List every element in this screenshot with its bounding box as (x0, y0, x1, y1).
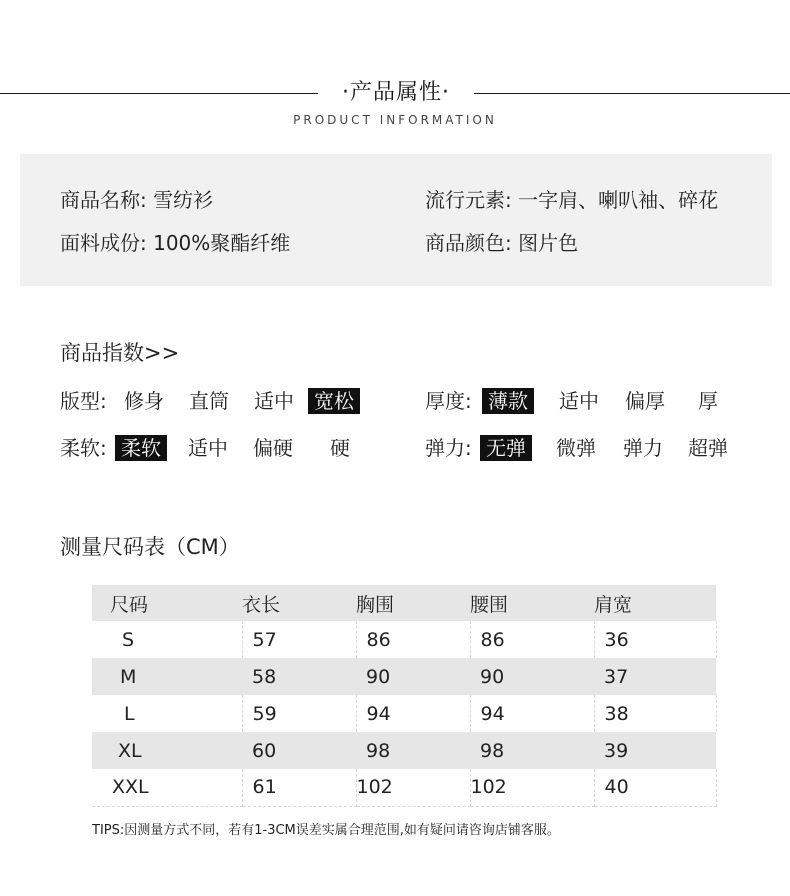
cell-length: 61 (242, 769, 356, 806)
index-row-thickness (425, 386, 765, 416)
cell-shoulder: 39 (604, 739, 629, 762)
cell-chest: 102 (356, 769, 470, 806)
measurement-tips: TIPS:因测量方式不同，若有1-3CM误差实属合理范围,如有疑问请咨询店铺客服。 (92, 823, 560, 838)
cell-shoulder: 36 (594, 621, 716, 658)
table-row (92, 621, 716, 658)
table-row (92, 695, 716, 732)
cell-length: 58 (252, 665, 277, 688)
page-subtitle: PRODUCT INFORMATION (293, 113, 497, 127)
thickness-option: 适中 (559, 389, 599, 413)
table-row (92, 732, 716, 769)
elasticity-option: 微弹 (556, 436, 596, 460)
softness-option-selected: 柔软 (115, 435, 167, 461)
size-table-title: 测量尺码表（CM） (60, 535, 240, 559)
elasticity-option-selected: 无弹 (480, 435, 532, 461)
cell-chest: 98 (366, 739, 391, 762)
table-row (92, 769, 716, 806)
cell-waist: 86 (470, 621, 594, 658)
attr-fabric: 面料成份: 100%聚酯纤维 (60, 231, 291, 255)
cell-waist: 98 (480, 739, 505, 762)
cell-size: XL (118, 739, 142, 762)
cell-waist: 90 (480, 665, 505, 688)
index-row-elasticity (425, 433, 765, 463)
table-header-row (92, 585, 716, 621)
cell-shoulder: 40 (594, 769, 716, 806)
indices-title: 商品指数>> (60, 341, 180, 365)
cell-length: 59 (242, 695, 356, 732)
index-row-softness (60, 433, 380, 463)
fit-option: 直筒 (189, 389, 229, 413)
cell-size: M (120, 665, 137, 688)
cell-chest: 94 (356, 695, 470, 732)
cell-length: 60 (252, 739, 277, 762)
fit-option-selected: 宽松 (308, 388, 360, 414)
fit-label: 版型: (60, 389, 107, 413)
header-size: 尺码 (110, 593, 149, 616)
cell-chest: 86 (356, 621, 470, 658)
header-waist: 腰围 (470, 593, 509, 616)
attr-product-name: 商品名称: 雪纺衫 (60, 188, 214, 212)
cell-chest: 90 (366, 665, 391, 688)
cell-size: L (92, 695, 242, 732)
header-chest: 胸围 (356, 593, 395, 616)
cell-shoulder: 38 (594, 695, 716, 732)
thickness-label: 厚度: (425, 389, 472, 413)
cell-shoulder: 37 (604, 665, 629, 688)
page-title: ·产品属性· (342, 80, 450, 105)
elasticity-option: 弹力 (623, 436, 663, 460)
cell-size: XXL (92, 769, 242, 806)
header-rule-right (474, 93, 790, 94)
elasticity-label: 弹力: (425, 436, 472, 460)
softness-label: 柔软: (60, 436, 107, 460)
thickness-option: 偏厚 (625, 389, 665, 413)
softness-option: 偏硬 (253, 436, 293, 460)
product-attributes-panel (20, 154, 772, 286)
index-row-fit (60, 386, 380, 416)
thickness-option: 厚 (698, 389, 718, 413)
elasticity-option: 超弹 (688, 436, 728, 460)
attr-style-elements: 流行元素: 一字肩、喇叭袖、碎花 (425, 188, 719, 212)
thickness-option-selected: 薄款 (482, 388, 534, 414)
cell-waist: 94 (470, 695, 594, 732)
cell-length: 57 (242, 621, 356, 658)
fit-option: 适中 (254, 389, 294, 413)
cell-waist: 102 (470, 769, 594, 806)
header-rule-left (0, 93, 318, 94)
header-shoulder: 肩宽 (594, 593, 633, 616)
softness-option: 硬 (330, 436, 350, 460)
fit-option: 修身 (124, 389, 164, 413)
header-length: 衣长 (242, 593, 281, 616)
size-table (92, 585, 717, 807)
softness-option: 适中 (188, 436, 228, 460)
table-row (92, 658, 716, 695)
cell-size: S (92, 621, 242, 658)
attr-color: 商品颜色: 图片色 (425, 231, 579, 255)
